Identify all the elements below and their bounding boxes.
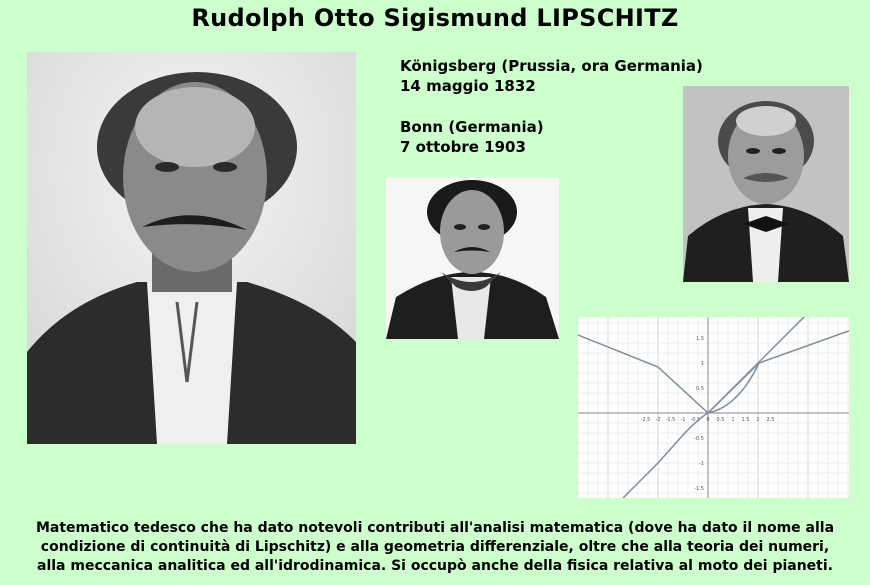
portrait-young [386, 177, 559, 339]
lipschitz-graph [578, 317, 849, 498]
y-tick-label: 1.5 [696, 336, 704, 342]
y-tick-label: -0.5 [694, 436, 704, 442]
portrait-old [683, 86, 849, 282]
x-tick-label: 0 [706, 417, 710, 423]
x-tick-label: -2.5 [640, 417, 651, 423]
x-tick-label: -0.5 [690, 417, 701, 423]
page-title: Rudolph Otto Sigismund LIPSCHITZ [191, 4, 679, 32]
x-tick-label: -1 [680, 417, 686, 423]
x-tick-label: 0.5 [716, 417, 725, 423]
graph-svg [578, 317, 849, 498]
y-tick-label: -1 [699, 461, 704, 467]
description-line-3: alla meccanica analitica ed all'idrodinamica. Si occupò anche della fisica relativa al moto dei pianeti. [37, 558, 833, 574]
birth-place: Königsberg (Prussia, ora Germania) [400, 57, 703, 75]
x-tick-label: 2.5 [766, 417, 775, 423]
description-line-2: condizione di continuità di Lipschitz) e alla geometria differenziale, oltre che alla teoria dei numeri, [40, 539, 830, 555]
x-tick-label: -2 [655, 417, 661, 423]
y-tick-label: -1.5 [694, 486, 704, 492]
y-tick-label: 0.5 [696, 386, 704, 392]
x-tick-label: 2 [756, 417, 760, 423]
death-date: 7 ottobre 1903 [400, 138, 526, 156]
death-place: Bonn (Germania) [400, 118, 544, 136]
birth-info [400, 56, 703, 96]
x-tick-label: -1.5 [665, 417, 676, 423]
description [20, 519, 850, 576]
x-tick-label: 1 [731, 417, 735, 423]
x-tick-label: 1.5 [741, 417, 750, 423]
portrait-main [27, 52, 356, 444]
death-info [400, 117, 544, 157]
y-tick-label: 1 [700, 361, 704, 367]
birth-date: 14 maggio 1832 [400, 77, 536, 95]
description-line-1: Matematico tedesco che ha dato notevoli contributi all'analisi matematica (dove ha dato il nome alla [35, 520, 835, 536]
